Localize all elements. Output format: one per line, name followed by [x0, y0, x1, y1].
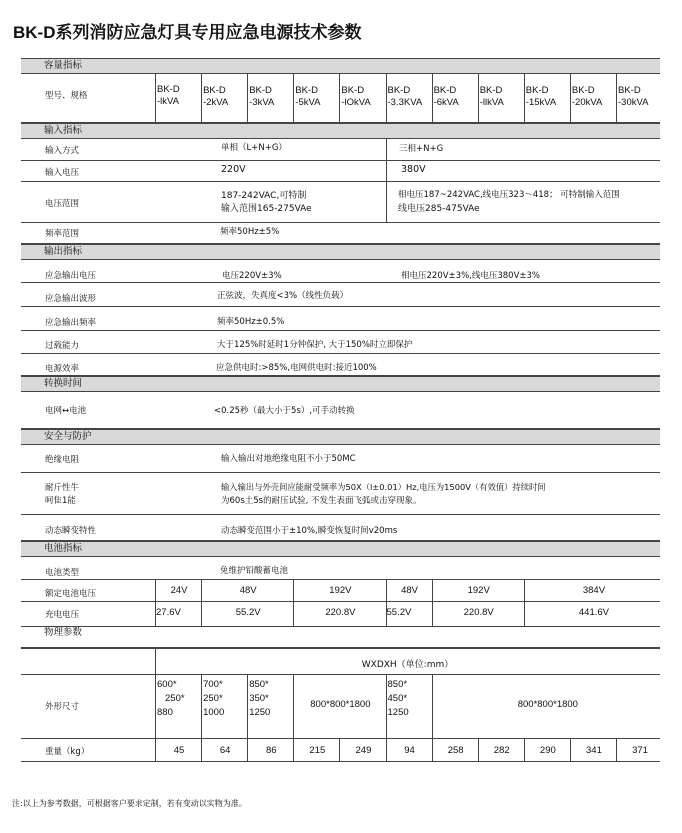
table-row-battery-type	[21, 557, 660, 580]
rated-voltage-cell: 192V	[432, 580, 525, 601]
row-label-output-voltage: 应急输出电压	[45, 271, 97, 281]
dimension-cell-line-0: 600*	[157, 679, 177, 690]
battery-type-value: 免维护铅酸蓄电池	[220, 566, 289, 576]
weight-cell: 371	[616, 739, 663, 761]
output-freq-value: 频率50Hz±0.5%	[217, 317, 285, 327]
table-row-input-freq	[21, 223, 660, 244]
withstand-value-2: 为60s土5s的耐压试验, 不发生表面飞弧或击穿现象。	[221, 496, 422, 506]
dimension-cell	[432, 675, 663, 738]
insulation-value: 输入输出对地绝缘电阻不小于50MC	[221, 454, 356, 464]
output-overload-value: 大于125%时延时1分钟保护, 大于150%时立即保护	[217, 340, 413, 350]
model-cell-line-1: -2kVA	[203, 97, 229, 108]
withstand-value-1: 输入输出与外壳间应能耐受频率为50X（l±0.01）Hz,电压为1500V（有效值）持续时间	[221, 482, 546, 492]
model-cell-line-1: -15kVA	[525, 97, 557, 108]
table-row-safety-insulation	[21, 445, 660, 473]
model-cell	[432, 74, 478, 122]
charge-voltage-cell: 55.2V	[386, 602, 433, 626]
output-wave-value: 正弦波，失真度<3%（线性负载）	[217, 291, 349, 301]
weight-cell: 249	[339, 739, 386, 761]
model-cell-line-0: BK-D	[618, 85, 641, 96]
row-label-model: 型号、规格	[45, 91, 88, 101]
dimension-cell	[386, 675, 432, 738]
row-label-input-voltage: 输入电压	[45, 168, 80, 178]
model-cell-line-1: -lOkVA	[341, 97, 371, 108]
input-range-three-2: 线电压285-475VAe	[398, 204, 480, 214]
weight-cell: 64	[201, 739, 248, 761]
rated-voltage-cell: 48V	[386, 580, 433, 601]
table-row-output-wave	[21, 283, 660, 307]
dimension-cell-line-0: 700*	[203, 679, 223, 690]
row-label-dimensions: 外形尺寸	[45, 702, 80, 712]
dimension-cell-line-1: 250*	[165, 693, 185, 704]
model-cell	[478, 74, 524, 122]
model-cell	[201, 74, 247, 122]
row-label-battery-charge: 充电电压	[45, 610, 80, 620]
page-title: BK-D系列消防应急灯具专用应急电源技术参数	[13, 23, 362, 43]
section-header-safety: 安全与防护	[21, 429, 660, 445]
weight-cell: 94	[386, 739, 433, 761]
table-row-weight	[21, 739, 660, 762]
model-cell-line-0: BK-D	[433, 85, 457, 96]
model-cell-line-0: BK-D	[249, 85, 272, 96]
weight-cell: 86	[247, 739, 294, 761]
dimension-cell-line-1: 250*	[203, 693, 223, 704]
row-label-withstand-1: 耐斤性牛	[45, 483, 80, 493]
row-label-insulation: 绝缘电阻	[45, 455, 80, 465]
row-label-withstand-2: 呵隹1能	[45, 496, 76, 506]
table-row-battery-charge	[21, 602, 660, 627]
dimension-cell-line-1: 450*	[387, 693, 408, 704]
charge-voltage-cell: 220.8V	[432, 602, 525, 626]
model-cell-line-1: -6kVA	[433, 97, 459, 108]
rated-voltage-cell: 48V	[201, 580, 294, 601]
row-label-dynamic: 动态瞬变特性	[45, 526, 97, 536]
table-row-input-mode	[21, 139, 660, 161]
spec-table	[21, 58, 660, 762]
row-label-weight: 重量（kg）	[45, 747, 90, 757]
section-header-input: 输入指标	[21, 123, 660, 139]
table-row-input-range	[21, 182, 660, 223]
input-range-three-1: 相电压187~242VAC,线电压323～418； 可特制输入范围	[398, 190, 620, 200]
model-cell-line-1: -30kVA	[618, 97, 649, 108]
row-label-input-freq: 频率范围	[45, 229, 80, 239]
dimension-cell-line-2: 880	[157, 707, 173, 718]
model-cell-line-0: BK-D	[571, 85, 595, 96]
model-cell-line-0: BK-D	[203, 85, 226, 96]
dimension-cell-line-1: 350*	[249, 693, 269, 704]
model-cell-line-0: BK-D	[341, 85, 365, 96]
model-cell-line-0: BK-D	[157, 84, 180, 95]
table-row-safety-dynamic	[21, 515, 660, 541]
model-cell-line-0: BK-D	[525, 85, 549, 96]
table-row-dimensions	[21, 674, 660, 739]
table-row-input-voltage	[21, 161, 660, 182]
model-cell	[616, 74, 662, 122]
output-eff-value: 应急供电时:>85%,电网供电时:接近100%	[216, 363, 377, 373]
dimension-cell-line-0: 800*800*1800	[310, 699, 371, 710]
row-label-switch: 电网↔电池	[45, 406, 87, 416]
table-row-dim-header	[21, 648, 660, 674]
dimension-cell-line-0: 850*	[387, 679, 408, 690]
charge-voltage-cell: 220.8V	[293, 602, 386, 626]
table-row-output-eff	[21, 354, 660, 376]
dynamic-value: 动态瞬变范围小于±10%,瞬变恢复时间v20ms	[221, 526, 398, 536]
model-cell	[339, 74, 385, 122]
charge-voltage-cell: 55.2V	[201, 602, 294, 626]
model-cell-line-1: -5kVA	[295, 97, 321, 108]
weight-cell: 45	[155, 739, 202, 761]
row-label-input-range: 电压范围	[45, 199, 80, 209]
section-header-output: 输出指标	[21, 244, 660, 260]
rated-voltage-cell: 24V	[155, 580, 202, 601]
output-voltage-three: 相电压220V±3%,线电压380V±3%	[401, 271, 540, 281]
model-cell	[247, 74, 293, 122]
model-cell	[524, 74, 570, 122]
row-label-battery-rated: 额定电池电压	[45, 589, 97, 599]
table-row-output-voltage	[21, 260, 660, 283]
table-row-output-freq	[21, 307, 660, 331]
table-row-safety-withstand	[21, 473, 660, 515]
input-voltage-single: 220V	[221, 164, 246, 175]
model-cell-line-0: BK-D	[295, 85, 318, 96]
input-mode-single: 单相（L+N+G）	[221, 143, 287, 153]
section-header-physical: 物理参数	[21, 627, 660, 648]
input-voltage-three: 380V	[401, 164, 426, 175]
table-row-switch	[21, 392, 660, 429]
switch-value: <0.25秒（最大小于5s）,可手动转换	[214, 406, 355, 416]
charge-voltage-cell: 27.6V	[155, 602, 202, 626]
row-label-input-mode: 输入方式	[45, 146, 80, 156]
input-mode-three: 三相+N+G	[399, 144, 444, 154]
section-header-battery: 电池指标	[21, 541, 660, 557]
footnote: 注:以上为参考数据，可根据客户要求定制，若有变动以实物为准。	[12, 799, 247, 808]
weight-cell: 215	[293, 739, 340, 761]
weight-cell: 282	[478, 739, 525, 761]
dimension-cell-line-2: 1250	[387, 707, 409, 718]
model-cell-line-0: BK-D	[387, 85, 411, 96]
weight-cell: 258	[432, 739, 479, 761]
section-header-capacity: 容量指标	[21, 58, 660, 74]
input-range-single-1: 187-242VAC,可特制	[221, 191, 307, 201]
table-row-battery-rated	[21, 580, 660, 602]
input-range-single-2: 输入范围165-275VAe	[221, 204, 312, 214]
row-label-output-wave: 应急输出波形	[45, 294, 97, 304]
dimension-cell	[293, 675, 385, 738]
rated-voltage-cell: 384V	[524, 580, 663, 601]
dimension-cell-line-2: 1250	[249, 707, 271, 718]
section-header-switch: 转换时间	[21, 376, 660, 392]
model-cell	[293, 74, 339, 122]
output-voltage-single: 电压220V±3%	[222, 271, 282, 281]
model-cell-line-1: -20kVA	[571, 97, 603, 108]
dimension-cell	[201, 675, 247, 738]
model-cell-line-1: -lkVA	[157, 96, 179, 107]
input-freq-value: 频率50Hz±5%	[220, 227, 280, 237]
dimension-cell-line-0: 850*	[249, 679, 269, 690]
dim-header: WXDXH（单位:mm）	[361, 660, 454, 670]
model-cell	[570, 74, 616, 122]
dimension-cell-line-2: 1000	[203, 707, 225, 718]
model-cell	[155, 74, 201, 122]
model-cell-line-1: -llkVA	[479, 97, 504, 108]
model-cell-line-1: -3.3KVA	[387, 97, 423, 108]
dimension-cell	[155, 675, 201, 738]
dimension-cell	[247, 675, 293, 738]
model-cell	[386, 74, 432, 122]
model-cell-line-1: -3kVA	[249, 97, 275, 108]
dimension-cell-line-0: 800*800*1800	[517, 699, 578, 710]
row-label-output-overload: 过载能力	[45, 341, 80, 351]
row-label-output-eff: 电源效率	[45, 364, 80, 374]
weight-cell: 290	[524, 739, 571, 761]
row-label-output-freq: 应急输出频率	[45, 318, 97, 328]
rated-voltage-cell: 192V	[293, 580, 386, 601]
weight-cell: 341	[570, 739, 617, 761]
row-label-battery-type: 电池类型	[45, 568, 80, 578]
model-cell-line-0: BK-D	[479, 85, 503, 96]
table-row-model	[21, 74, 660, 123]
table-row-output-overload	[21, 331, 660, 354]
charge-voltage-cell: 441.6V	[524, 602, 663, 626]
